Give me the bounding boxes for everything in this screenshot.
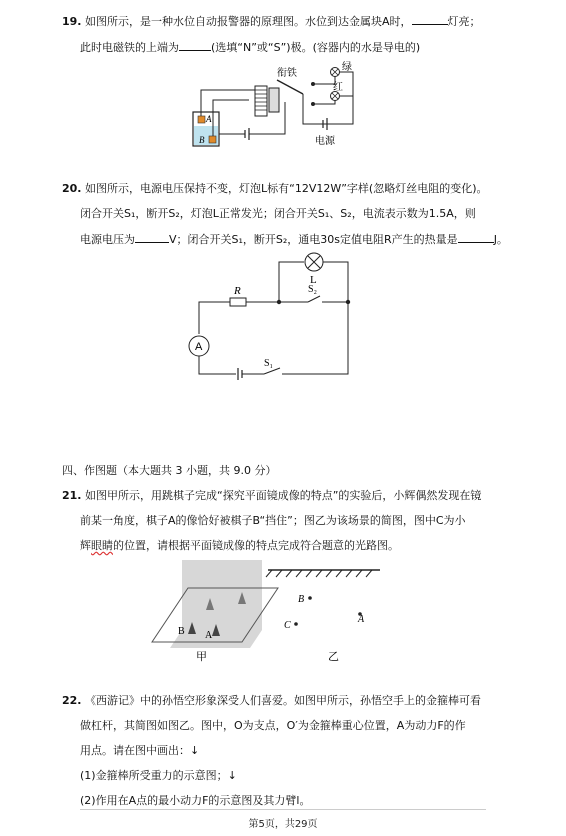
q20-line3 (80, 232, 508, 247)
q21-text1: 如图甲所示，用跳棋子完成“探究平面镜成像的特点”的实验后，小辉偶然发现在镜 (85, 489, 482, 502)
label-b: B (199, 135, 205, 145)
resistor-r (230, 298, 246, 306)
label-armature: 衔铁 (277, 68, 297, 79)
q21-figure (150, 558, 400, 668)
label-a: A (206, 114, 212, 124)
q21-text3b: 的位置，请根据平面镜成像的特点完成符合题意的光路图。 (113, 539, 399, 552)
page-footer: 第5页，共29页 (248, 819, 318, 830)
section4-title: 四、作图题（本大题共 3 小题，共 9.0 分） (62, 464, 277, 477)
wire (323, 262, 348, 302)
q19-number: 19. (62, 15, 82, 28)
q21-text2: 前某一角度，棋子A的像恰好被棋子B“挡住”；图乙为该场景的简图，图中C为小 (80, 514, 466, 527)
q22-text2: 做杠杆，其简图如图乙。图中，O为支点，O′为金箍棒重心位置，A为动力F的作 (80, 719, 466, 732)
q22-text5: (2)作用在A点的最小动力F的示意图及其力臂l。 (80, 794, 311, 807)
wire (279, 262, 304, 302)
label-s2: S₂ (308, 284, 318, 295)
label-power: 电源 (315, 136, 335, 147)
q21-line1 (62, 489, 481, 503)
q20-blank2[interactable] (458, 232, 494, 243)
label-b-jia: B (178, 626, 185, 637)
armature (277, 80, 303, 94)
label-s1: S₁ (264, 358, 274, 369)
point-b (308, 596, 312, 600)
q20-line2 (80, 207, 476, 221)
q19-blank2[interactable] (179, 40, 211, 51)
q22-text3: 用点。请在图中画出：↓ (80, 744, 200, 757)
q19-text1: 如图所示，是一种水位自动报警器的原理图。水位到达金属块A时， (85, 15, 412, 28)
mirror-hatch (266, 570, 372, 577)
point-c (294, 622, 298, 626)
label-green: 绿 (342, 62, 352, 73)
wire (199, 302, 230, 334)
label-c-yi: C (284, 620, 291, 631)
q19-blank1[interactable] (412, 14, 448, 25)
q22-line3 (80, 744, 199, 758)
label-b-yi: B (298, 594, 305, 605)
electromagnet (255, 86, 267, 116)
wire (213, 100, 249, 136)
q20-text3b: V；闭合开关S₁，断开S₂，通电30s定值电阻R产生的热量是 (169, 233, 458, 246)
q20-circuit-figure (184, 250, 356, 382)
q19-line1 (62, 14, 481, 29)
q19-text2: 此时电磁铁的上端为 (80, 41, 179, 54)
label-l: L (310, 274, 317, 286)
q22-line5 (80, 794, 311, 808)
q22-line1 (62, 694, 481, 708)
q21-text3a: 辉 (80, 539, 91, 552)
q20-text3c: J。 (493, 233, 508, 246)
label-jia: 甲 (196, 650, 207, 663)
wire (339, 72, 353, 124)
q22-line4 (80, 769, 237, 783)
q20-text2: 闭合开关S₁，断开S₂，灯泡L正常发光；闭合开关S₁、S₂，电流表示数为1.5A，则 (80, 207, 476, 220)
label-a-jia: A (205, 630, 213, 641)
q19-circuit-figure (185, 60, 365, 160)
q20-text3a: 电源电压为 (80, 233, 135, 246)
switch-s2 (308, 296, 320, 302)
q20-number: 20. (62, 182, 82, 195)
metal-block-b (209, 136, 216, 143)
plane-mirror (182, 560, 262, 630)
q22-text1: 《西游记》中的孙悟空形象深受人们喜爱。如图甲所示，孙悟空手上的金箍棒可看 (85, 694, 481, 707)
iron-core (269, 88, 279, 112)
q22-text4: (1)金箍棒所受重力的示意图；↓ (80, 769, 237, 782)
q21-line2 (80, 514, 466, 528)
q19-text1b: 灯亮； (447, 15, 481, 28)
label-red: 红 (333, 82, 343, 93)
label-a-yi: A (358, 614, 365, 625)
wire (282, 302, 348, 374)
q21-line3 (80, 539, 399, 553)
q19-text2b: (选填“N”或“S”)极。(容器内的水是导电的) (211, 41, 421, 54)
label-ammeter: A (195, 341, 203, 353)
q21-text3-eye: 眼睛 (91, 539, 113, 552)
q22-line2 (80, 719, 466, 733)
q21-number: 21. (62, 489, 82, 502)
wire (199, 356, 236, 374)
junction (277, 300, 281, 304)
q20-blank1[interactable] (135, 232, 169, 243)
label-r: R (234, 285, 241, 297)
q20-text1: 如图所示，电源电压保持不变，灯泡L标有“12V12W”字样(忽略灯丝电阻的变化)。 (85, 182, 488, 195)
q22-number: 22. (62, 694, 82, 707)
q20-line1 (62, 182, 488, 196)
q19-line2 (80, 40, 420, 55)
label-yi: 乙 (328, 650, 339, 663)
metal-block-a (198, 116, 205, 123)
footer-divider (80, 809, 486, 810)
